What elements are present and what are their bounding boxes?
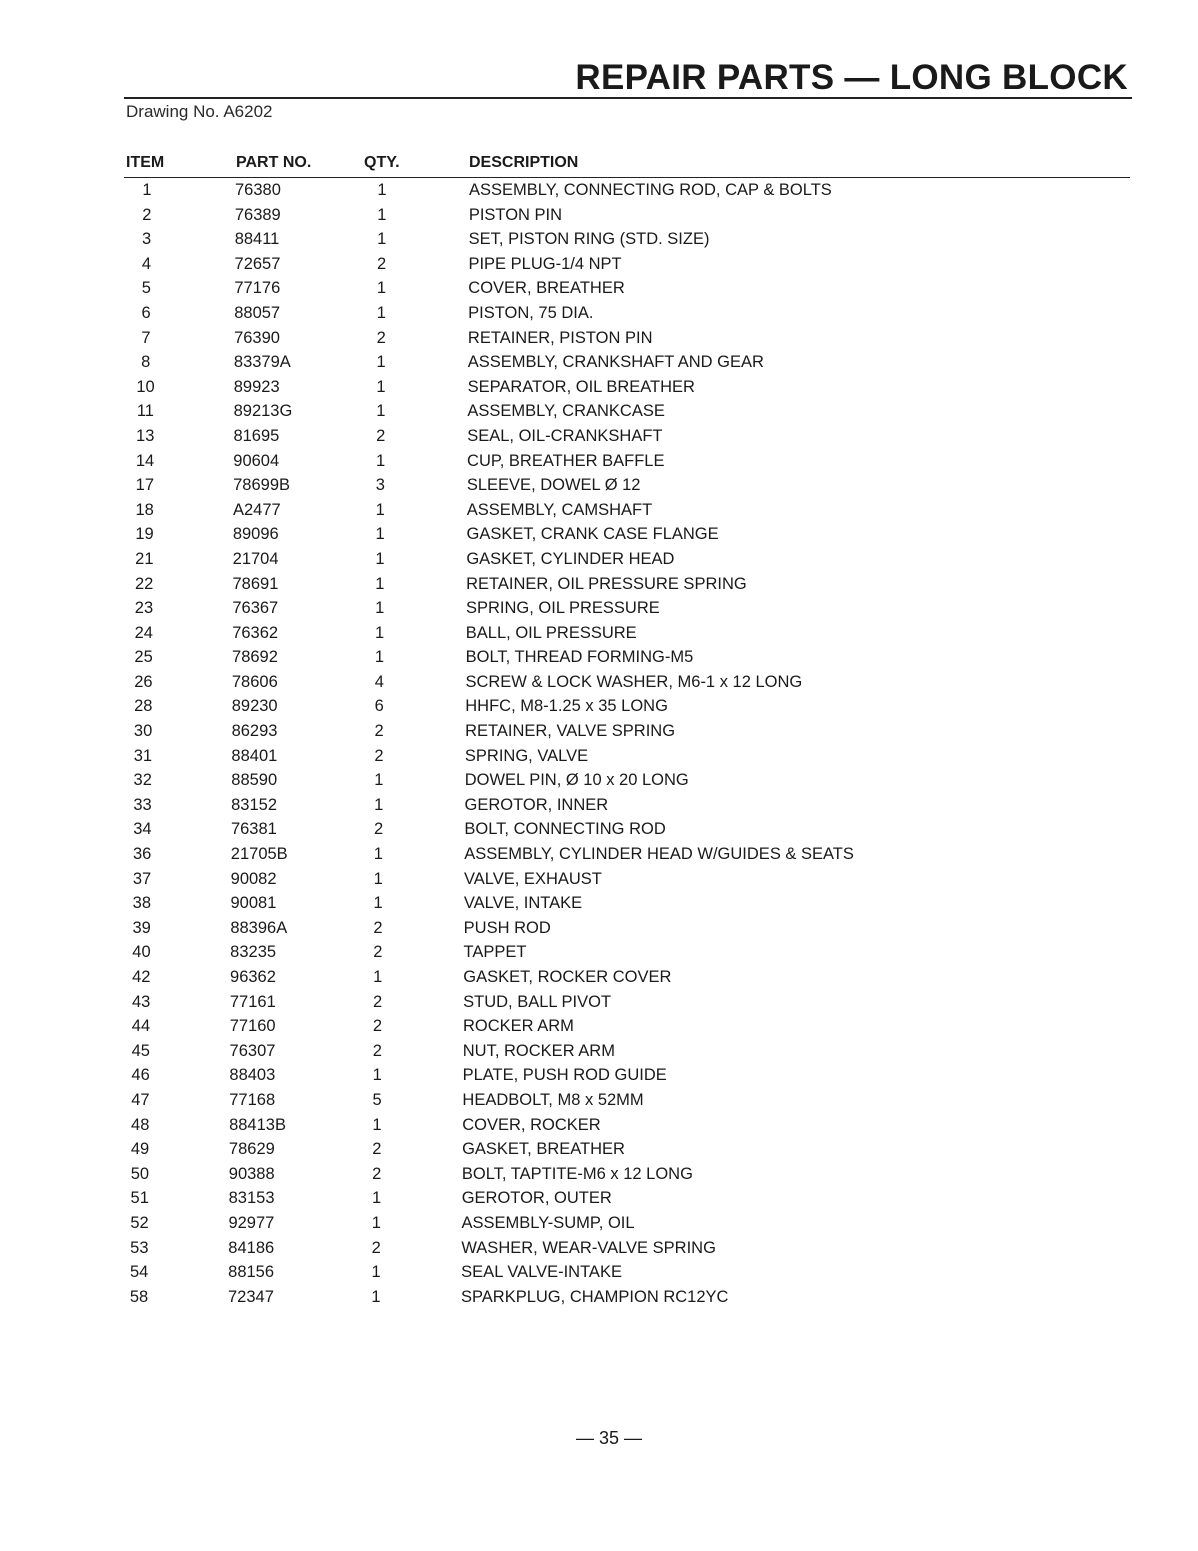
header-part-no: PART NO.: [236, 154, 312, 171]
table-row: [0, 990, 1198, 1015]
quantity: 1: [373, 845, 383, 864]
part-number: 92977: [228, 1213, 275, 1232]
quantity: 2: [374, 746, 384, 765]
quantity: 2: [373, 820, 384, 839]
table-row: [0, 399, 1198, 424]
part-number: 90081: [230, 894, 277, 913]
item-number: 46: [131, 1066, 150, 1085]
part-number: 78629: [228, 1140, 275, 1159]
description: ASSEMBLY, CRANKCASE: [467, 402, 665, 421]
description: BOLT, TAPTITE-M6 x 12 LONG: [461, 1164, 693, 1183]
table-row: [0, 1260, 1198, 1285]
part-number: 77160: [229, 1017, 276, 1036]
description: GASKET, CYLINDER HEAD: [466, 549, 675, 568]
part-number: 90388: [228, 1164, 275, 1183]
table-row: [0, 817, 1198, 842]
quantity: 2: [372, 1140, 382, 1159]
item-number: 49: [130, 1140, 150, 1159]
part-number: 76381: [230, 820, 277, 839]
quantity: 1: [377, 181, 387, 199]
part-number: 89213G: [233, 402, 293, 421]
item-number: 26: [134, 672, 153, 691]
item-number: 3: [142, 230, 152, 249]
part-number: 78699B: [233, 476, 291, 495]
part-number: 83152: [231, 795, 277, 814]
part-number: 77161: [229, 992, 276, 1011]
quantity: 1: [372, 1115, 382, 1134]
quantity: 2: [376, 426, 386, 445]
part-number: 72347: [228, 1287, 274, 1306]
part-number: 88590: [231, 771, 278, 790]
part-number: A2477: [232, 500, 281, 519]
description: PISTON, 75 DIA.: [468, 303, 594, 322]
description: COVER, ROCKER: [462, 1115, 601, 1134]
item-number: 43: [131, 992, 151, 1011]
description: VALVE, INTAKE: [463, 894, 583, 913]
item-number: 58: [129, 1287, 149, 1306]
description: COVER, BREATHER: [468, 279, 625, 298]
description: RETAINER, OIL PRESSURE SPRING: [466, 574, 747, 593]
description: RETAINER, PISTON PIN: [467, 328, 653, 347]
part-number: 76307: [229, 1041, 276, 1060]
item-number: 52: [130, 1213, 149, 1232]
item-number: 32: [133, 771, 152, 790]
table-row: [0, 301, 1198, 326]
table-row: [0, 793, 1198, 818]
description: SCREW & LOCK WASHER, M6-1 x 12 LONG: [465, 672, 803, 691]
item-number: 42: [132, 968, 151, 986]
description: ASSEMBLY-SUMP, OIL: [461, 1213, 635, 1232]
table-row: [0, 498, 1198, 523]
table-row: [0, 670, 1198, 695]
description: BALL, OIL PRESSURE: [465, 623, 637, 642]
table-row: [0, 842, 1198, 867]
item-number: 17: [135, 476, 155, 495]
item-number: 34: [133, 820, 152, 839]
parts-table-header: [0, 154, 1198, 176]
page-number: [0, 1428, 1198, 1449]
part-number: 78691: [232, 574, 279, 593]
item-number: 21: [135, 549, 154, 568]
part-number: 88403: [229, 1066, 276, 1085]
part-number: 83153: [228, 1189, 275, 1208]
item-number: 53: [130, 1238, 149, 1257]
table-row: [0, 522, 1198, 547]
description: GASKET, BREATHER: [462, 1140, 625, 1159]
item-number: 31: [133, 746, 153, 765]
quantity: 2: [377, 254, 387, 273]
quantity: 2: [374, 722, 384, 741]
item-number: 38: [132, 894, 152, 913]
description: SEAL, OIL-CRANKSHAFT: [467, 426, 663, 445]
description: SEPARATOR, OIL BREATHER: [467, 377, 695, 396]
description: ASSEMBLY, CRANKSHAFT AND GEAR: [467, 353, 764, 372]
description: SEAL VALVE-INTAKE: [461, 1263, 622, 1282]
description: WASHER, WEAR-VALVE SPRING: [461, 1238, 716, 1257]
item-number: 10: [136, 377, 155, 396]
part-number: 21705B: [230, 845, 288, 864]
part-number: 76362: [232, 623, 279, 642]
table-row: [0, 1039, 1198, 1064]
quantity: 1: [375, 525, 385, 544]
table-row: [0, 768, 1198, 793]
quantity: 1: [376, 279, 387, 298]
quantity: 1: [371, 1189, 382, 1208]
quantity: 2: [372, 1041, 382, 1060]
item-number: 51: [130, 1189, 149, 1208]
description: DOWEL PIN, Ø 10 x 20 LONG: [464, 771, 689, 790]
page-number-text: — 35 —: [575, 1428, 643, 1448]
part-number: 88411: [234, 230, 280, 249]
description: ROCKER ARM: [462, 1017, 574, 1036]
part-number: 96362: [230, 968, 276, 986]
item-number: 45: [131, 1041, 150, 1060]
quantity: 4: [374, 672, 384, 691]
item-number: 47: [131, 1090, 150, 1109]
table-row: [0, 227, 1198, 252]
item-number: 18: [135, 500, 154, 519]
description: SET, PISTON RING (STD. SIZE): [468, 230, 710, 249]
description: ASSEMBLY, CAMSHAFT: [466, 500, 653, 519]
quantity: 1: [375, 574, 385, 593]
quantity: 1: [376, 303, 386, 322]
table-row: [0, 547, 1198, 572]
item-number: 44: [131, 1017, 151, 1036]
part-number: 76389: [234, 205, 281, 224]
table-row: [0, 276, 1198, 301]
item-number: 2: [142, 205, 152, 224]
part-number: 83379A: [233, 353, 291, 372]
description: BOLT, THREAD FORMING-M5: [465, 648, 694, 667]
table-row: [0, 1113, 1198, 1138]
quantity: 1: [374, 648, 385, 667]
part-number: 76380: [235, 181, 281, 199]
item-number: 6: [141, 303, 151, 322]
title-rule: [124, 97, 1132, 99]
description: PUSH ROD: [463, 918, 551, 937]
quantity: 2: [373, 943, 383, 962]
table-row: [0, 940, 1198, 965]
table-row: [0, 375, 1198, 400]
page-title: REPAIR PARTS — LONG BLOCK: [575, 58, 1128, 97]
description: ASSEMBLY, CYLINDER HEAD W/GUIDES & SEATS: [464, 845, 854, 864]
quantity: 1: [377, 205, 387, 224]
parts-list: [0, 178, 1198, 1309]
quantity: 1: [371, 1263, 381, 1282]
quantity: 2: [373, 918, 383, 937]
quantity: 1: [373, 869, 383, 888]
description: GEROTOR, INNER: [464, 795, 609, 814]
part-number: 77176: [234, 279, 281, 298]
quantity: 2: [372, 1017, 383, 1036]
part-number: 90604: [233, 451, 280, 470]
part-number: 21704: [232, 549, 279, 568]
part-number: 88057: [234, 303, 281, 322]
description: SPRING, VALVE: [464, 746, 589, 765]
table-row: [0, 1186, 1198, 1211]
description: STUD, BALL PIVOT: [463, 992, 612, 1011]
item-number: 40: [132, 943, 151, 962]
item-number: 36: [133, 845, 152, 864]
quantity: 2: [373, 992, 383, 1011]
quantity: 1: [371, 1213, 381, 1232]
item-number: 54: [129, 1263, 149, 1282]
description: TAPPET: [463, 943, 527, 962]
drawing-number: Drawing No. A6202: [126, 102, 273, 121]
item-number: 11: [136, 402, 154, 421]
item-number: 5: [141, 279, 151, 298]
item-number: 23: [134, 599, 154, 618]
quantity: 1: [375, 451, 386, 470]
description: RETAINER, VALVE SPRING: [465, 722, 676, 741]
description: GEROTOR, OUTER: [461, 1189, 612, 1208]
part-number: 83235: [230, 943, 277, 962]
part-number: 88396A: [230, 918, 288, 937]
table-row: [0, 694, 1198, 719]
quantity: 1: [373, 894, 383, 913]
part-number: 78692: [232, 648, 278, 667]
table-row: [0, 719, 1198, 744]
item-number: 7: [141, 328, 151, 347]
item-number: 25: [134, 648, 153, 667]
description: CUP, BREATHER BAFFLE: [467, 451, 665, 470]
table-row: [0, 965, 1198, 990]
item-number: 14: [135, 451, 155, 470]
quantity: 1: [376, 402, 386, 421]
part-number: 88413B: [229, 1115, 286, 1134]
description: GASKET, ROCKER COVER: [463, 968, 672, 986]
item-number: 4: [141, 254, 152, 273]
item-number: 39: [132, 918, 151, 937]
item-number: 19: [135, 525, 154, 544]
table-row: [0, 1137, 1198, 1162]
table-row: [0, 621, 1198, 646]
table-row: [0, 744, 1198, 769]
table-row: [0, 645, 1198, 670]
table-row: [0, 572, 1198, 597]
header-description: DESCRIPTION: [469, 154, 579, 171]
part-number: 89923: [233, 377, 280, 396]
item-number: 48: [131, 1115, 150, 1134]
part-number: 89096: [232, 525, 279, 544]
description: SLEEVE, DOWEL Ø 12: [466, 476, 641, 495]
description: HHFC, M8-1.25 x 35 LONG: [465, 697, 668, 716]
description: ASSEMBLY, CONNECTING ROD, CAP & BOLTS: [469, 181, 832, 199]
table-row: [0, 1285, 1198, 1310]
table-row: [0, 867, 1198, 892]
item-number: 22: [134, 574, 154, 593]
description: SPRING, OIL PRESSURE: [465, 599, 660, 618]
table-row: [0, 1236, 1198, 1261]
header-item: ITEM: [126, 154, 165, 171]
quantity: 2: [376, 328, 386, 347]
description: PISTON PIN: [468, 205, 563, 224]
item-number: 8: [141, 353, 151, 372]
item-number: 33: [133, 795, 152, 814]
part-number: 86293: [231, 722, 278, 741]
quantity: 1: [375, 623, 385, 642]
quantity: 1: [377, 230, 387, 249]
part-number: 90082: [230, 869, 277, 888]
table-row: [0, 473, 1198, 498]
part-number: 88401: [231, 746, 278, 765]
part-number: 77168: [229, 1090, 276, 1109]
quantity: 5: [372, 1090, 382, 1109]
item-number: 37: [132, 869, 152, 888]
table-row: [0, 1014, 1198, 1039]
table-row: [0, 178, 1198, 203]
table-row: [0, 1088, 1198, 1113]
part-number: 89230: [231, 697, 278, 716]
table-row: [0, 1211, 1198, 1236]
part-number: 78606: [231, 672, 278, 691]
quantity: 1: [374, 771, 384, 790]
part-number: 76390: [234, 328, 280, 347]
table-row: [0, 424, 1198, 449]
quantity: 1: [376, 377, 386, 396]
quantity: 6: [374, 697, 384, 716]
table-row: [0, 350, 1198, 375]
quantity: 1: [372, 1066, 382, 1085]
item-number: 50: [130, 1164, 150, 1183]
quantity: 1: [375, 549, 385, 568]
description: GASKET, CRANK CASE FLANGE: [466, 525, 719, 544]
part-number: 88156: [228, 1263, 275, 1282]
table-row: [0, 449, 1198, 474]
part-number: 76367: [232, 599, 279, 618]
item-number: 30: [133, 722, 153, 741]
part-number: 81695: [233, 426, 280, 445]
table-row: [0, 1063, 1198, 1088]
item-number: 24: [134, 623, 153, 642]
description: VALVE, EXHAUST: [464, 869, 602, 888]
item-number: 13: [136, 426, 155, 445]
description: PIPE PLUG-1/4 NPT: [468, 254, 622, 273]
description: NUT, ROCKER ARM: [462, 1041, 615, 1060]
table-row: [0, 203, 1198, 228]
quantity: 1: [375, 599, 385, 618]
quantity: 2: [371, 1238, 381, 1257]
table-row: [0, 596, 1198, 621]
quantity: 2: [372, 1164, 382, 1183]
item-number: 1: [142, 181, 152, 199]
quantity: 1: [371, 1287, 381, 1306]
table-row: [0, 326, 1198, 351]
description: HEADBOLT, M8 x 52MM: [462, 1090, 644, 1109]
description: SPARKPLUG, CHAMPION RC12YC: [461, 1287, 729, 1306]
description: BOLT, CONNECTING ROD: [464, 820, 666, 839]
item-number: 28: [134, 697, 153, 716]
description: PLATE, PUSH ROD GUIDE: [462, 1066, 667, 1085]
part-number: 72657: [234, 254, 281, 273]
quantity: 3: [375, 476, 385, 495]
part-number: 84186: [228, 1238, 275, 1257]
quantity: 1: [373, 968, 383, 986]
table-row: [0, 1162, 1198, 1187]
table-row: [0, 891, 1198, 916]
quantity: 1: [375, 500, 385, 519]
table-row: [0, 916, 1198, 941]
header-qty: QTY.: [364, 154, 400, 171]
quantity: 1: [376, 353, 386, 372]
quantity: 1: [374, 795, 384, 814]
table-row: [0, 252, 1198, 277]
